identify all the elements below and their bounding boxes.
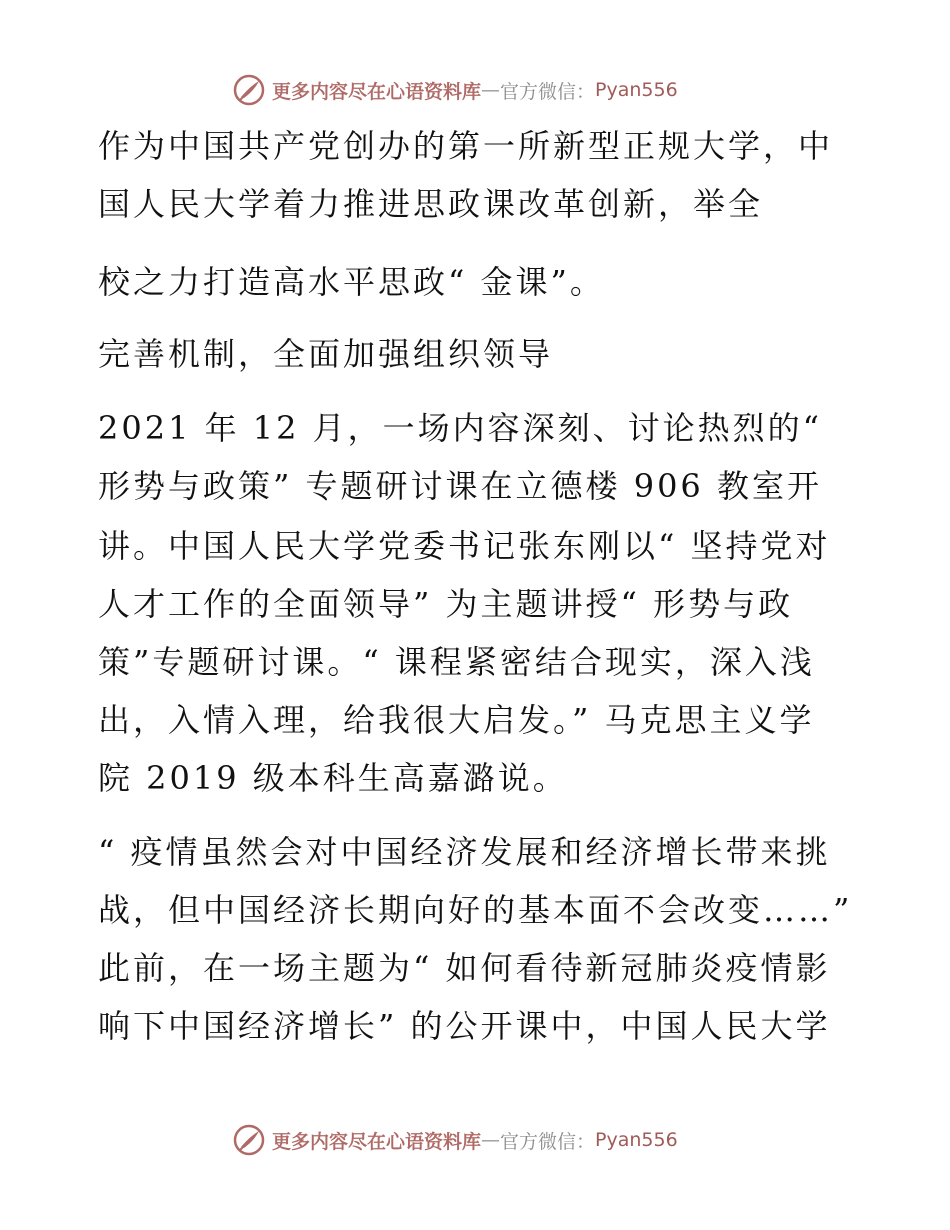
quill-logo-icon: [232, 1123, 266, 1157]
text-line: 2021 年 12 月，一场内容深刻、讨论热烈的“: [98, 409, 823, 447]
text-line: 出，入情入理，给我很大启发。” 马克思主义学: [98, 701, 815, 739]
watermark-wechat-label: 官方微信：: [500, 80, 596, 103]
text-line: “ 疫情虽然会对中国经济发展和经济增长带来挑: [98, 833, 831, 871]
text-line: 人才工作的全面领导” 为主题讲授“ 形势与政: [98, 585, 794, 623]
watermark-wechat-label: 官方微信：: [500, 1130, 596, 1153]
text-line: 策”专题研讨课。“ 课程紧密结合现实，深入浅: [98, 643, 815, 681]
watermark-separator: —: [481, 1129, 501, 1151]
text-line: 响下中国经济增长” 的公开课中，中国人民大学: [98, 1007, 831, 1045]
watermark-brand: 更多内容尽在心语资料库: [272, 80, 482, 103]
text-line: 院 2019 级本科生高嘉潞说。: [98, 759, 568, 797]
quill-logo-icon: [232, 73, 266, 107]
watermark-wechat-id: Pyan556: [595, 1129, 678, 1151]
text-line: 校之力打造高水平思政“ 金课”。: [98, 263, 605, 301]
watermark-separator: —: [481, 79, 501, 101]
section-heading: 完善机制，全面加强组织领导: [98, 335, 554, 373]
text-line: 国人民大学着力推进思政课改革创新，举全: [98, 185, 764, 223]
text-line: 作为中国共产党创办的第一所新型正规大学，中: [98, 127, 834, 165]
text-line: 战，但中国经济长期向好的基本面不会改变……”: [98, 891, 853, 929]
footer-watermark: [232, 1122, 752, 1158]
text-line: 此前，在一场主题为“ 如何看待新冠肺炎疫情影: [98, 949, 831, 987]
text-line: 形势与政策” 专题研讨课在立德楼 906 教室开: [98, 467, 822, 505]
watermark-wechat-id: Pyan556: [595, 79, 678, 101]
text-line: 讲。中国人民大学党委书记张东刚以“ 坚持党对: [98, 527, 831, 565]
header-watermark: [232, 72, 752, 108]
watermark-brand: 更多内容尽在心语资料库: [272, 1130, 482, 1153]
